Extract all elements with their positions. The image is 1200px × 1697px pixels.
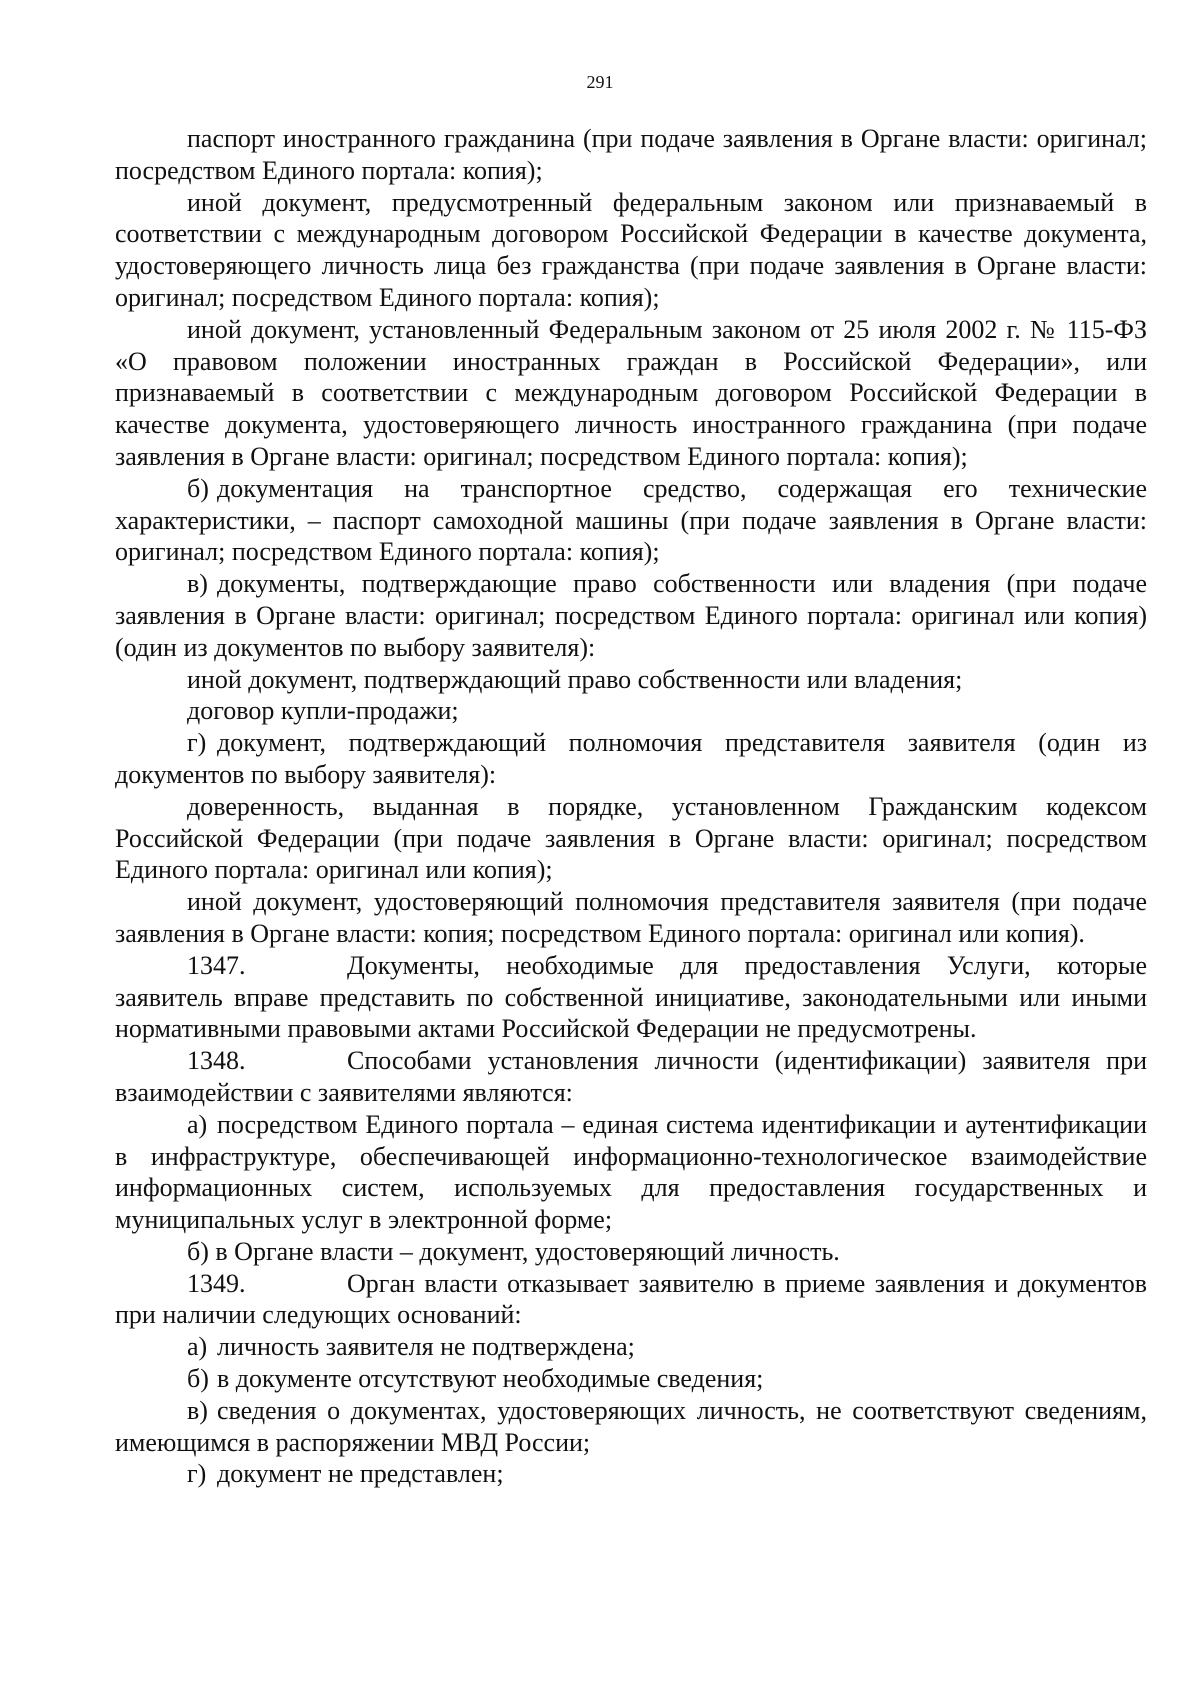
list-label: в) bbox=[187, 569, 208, 599]
paragraph-text: личность заявителя не подтверждена; bbox=[217, 1332, 635, 1362]
paragraph bbox=[115, 664, 1147, 696]
paragraph-text: в документе отсутствуют необходимые сведения; bbox=[217, 1364, 764, 1394]
paragraph-text: Способами установления личности (идентификации) заявителя при взаимодействии с заявителями являются: bbox=[115, 1046, 1147, 1107]
paragraph-text: Документы, необходимые для предоставления Услуги, которые заявитель вправе представить по собственной инициативе, законодательными или иными нормативными правовыми актами Российской Федерации не предусмотрены. bbox=[115, 950, 1147, 1044]
list-item bbox=[115, 1109, 1147, 1236]
paragraph-text: документы, подтверждающие право собственности или владения (при подаче заявления в Органе власти: оригинал; посредством Единого портала: оригинал или копия) (один из документов по выбору заявителя): bbox=[115, 569, 1147, 662]
list-item bbox=[115, 1458, 1147, 1490]
paragraph-number: 1347. bbox=[187, 950, 246, 980]
paragraph-text: договор купли-продажи; bbox=[187, 696, 459, 726]
list-item bbox=[115, 1395, 1147, 1459]
list-label: б) bbox=[187, 473, 209, 503]
list-label: а) bbox=[187, 1332, 208, 1362]
paragraph-text: иной документ, предусмотренный федеральным законом или признаваемый в соответствии с международным договором Российской Федерации в качестве документа, удостоверяющего личность лица без гражданства (при подаче заявления в Органе власти: оригинал; посредством Единого портала: копия); bbox=[115, 187, 1147, 312]
paragraph bbox=[115, 1236, 1147, 1268]
list-item bbox=[115, 473, 1147, 568]
page-number: 291 bbox=[586, 72, 614, 92]
paragraph-text: сведения о документах, удостоверяющих личность, не соответствуют сведениям, имеющимся в распоряжении МВД России; bbox=[115, 1395, 1147, 1457]
paragraph-text: документ, подтверждающий полномочия представителя заявителя (один из документов по выбору заявителя): bbox=[115, 728, 1147, 789]
list-item bbox=[115, 1331, 1147, 1363]
list-label: в) bbox=[187, 1395, 208, 1425]
paragraph bbox=[115, 791, 1147, 886]
list-item bbox=[115, 1363, 1147, 1395]
paragraph-text: документ не представлен; bbox=[217, 1459, 504, 1489]
list-item bbox=[115, 568, 1147, 663]
numbered-paragraph bbox=[115, 1045, 1147, 1109]
numbered-paragraph bbox=[115, 1268, 1147, 1332]
paragraph-text: иной документ, подтверждающий право собственности или владения; bbox=[187, 664, 963, 694]
list-label: б) bbox=[187, 1364, 209, 1394]
paragraph-text: иной документ, удостоверяющий полномочия представителя заявителя (при подаче заявления в Органе власти: копия; посредством Единого портала: оригинал или копия). bbox=[115, 887, 1147, 948]
paragraph-text: документация на транспортное средство, содержащая его технические характеристики, – паспорт самоходной машины (при подаче заявления в Органе власти: оригинал; посредством Единого портала: копия); bbox=[115, 473, 1147, 567]
paragraph-text: доверенность, выданная в порядке, установленном Гражданским кодексом Российской Федерации (при подаче заявления в Органе власти: оригинал; посредством Единого портала: оригинал или копия); bbox=[115, 791, 1147, 885]
list-label: г) bbox=[187, 728, 207, 758]
paragraph bbox=[115, 886, 1147, 950]
document-body bbox=[115, 123, 1147, 1490]
paragraph-text: иной документ, установленный Федеральным законом от 25 июля 2002 г. № 115-ФЗ «О правовом положении иностранных граждан в Российской Федерации», или признаваемый в соответствии с международным договором Российской Федерации в качестве документа, удостоверяющего личность иностранного гражданина (при подаче заявления в Органе власти: оригинал; посредством Единого портала: копия); bbox=[115, 314, 1147, 471]
list-item bbox=[115, 727, 1147, 791]
paragraph bbox=[115, 187, 1147, 314]
paragraph bbox=[115, 123, 1147, 187]
paragraph-number: 1348. bbox=[187, 1046, 246, 1076]
paragraph bbox=[115, 695, 1147, 727]
paragraph-text: паспорт иностранного гражданина (при подаче заявления в Органе власти: оригинал; посредством Единого портала: копия); bbox=[115, 124, 1147, 185]
list-label: г) bbox=[187, 1459, 207, 1489]
paragraph bbox=[115, 314, 1147, 473]
list-label: а) bbox=[187, 1109, 208, 1139]
paragraph-text: б) в Органе власти – документ, удостоверяющий личность. bbox=[187, 1236, 840, 1266]
paragraph-number: 1349. bbox=[187, 1268, 246, 1298]
paragraph-text: Орган власти отказывает заявителю в приеме заявления и документов при наличии следующих оснований: bbox=[115, 1268, 1147, 1330]
numbered-paragraph bbox=[115, 950, 1147, 1045]
paragraph-text: посредством Единого портала – единая система идентификации и аутентификации в инфраструктуре, обеспечивающей информационно-технологическое взаимодействие информационных систем, используемых для предоставления государственных и муниципальных услуг в электронной форме; bbox=[115, 1109, 1147, 1235]
